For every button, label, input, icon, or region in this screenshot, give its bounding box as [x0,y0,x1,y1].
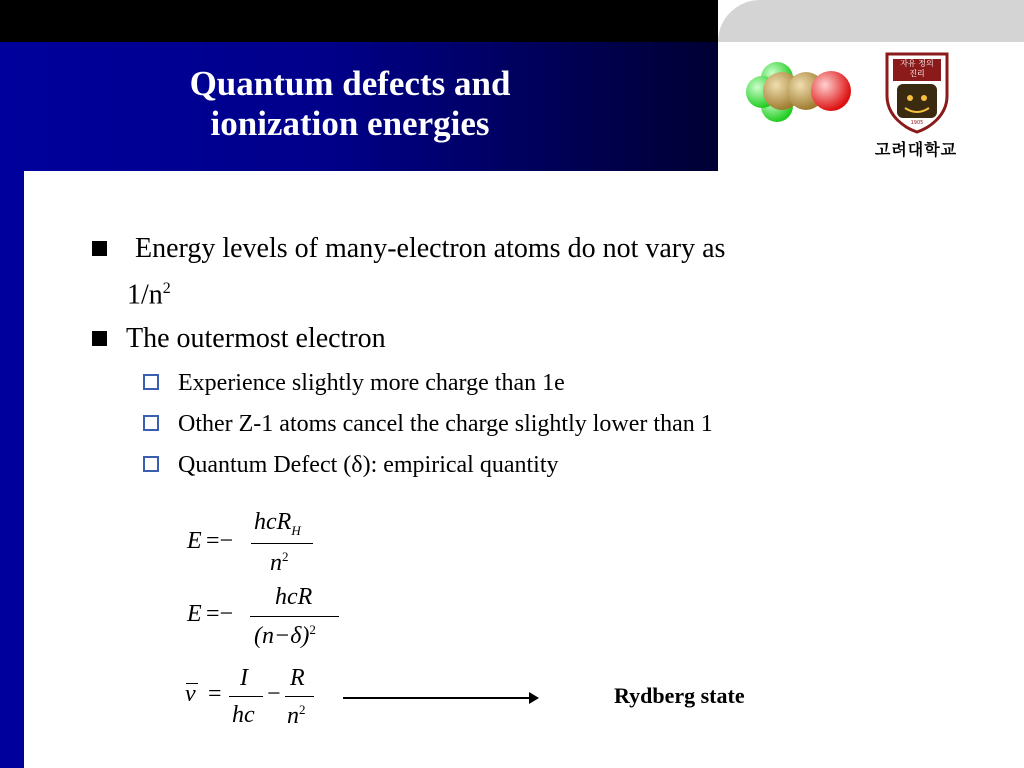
eq3-minus: − [267,681,281,707]
sub-bullet-3: Quantum Defect (δ): empirical quantity [178,452,559,478]
eq3-den2-wrap [287,702,306,730]
eq3-lhs: ν [185,681,196,707]
bullet-1-sup: 2 [162,280,171,297]
sub-bullet-2: Other Z-1 atoms cancel the charge slightly lower than 1 [178,411,713,437]
eq2-den: (n−δ) [254,623,310,649]
eq2-denominator [254,622,316,650]
eq1-op: =− [206,528,234,554]
bullet-1-cont: 1/n [127,279,163,311]
eq1-denominator [270,549,289,577]
eq1-fraction-bar [251,543,313,544]
bullet-2 [126,320,386,358]
eq3-den2: n [287,703,299,729]
bullet-1-continuation [127,270,171,314]
emblem-text-bottom: 진리 [909,69,925,78]
eq3-fraction-bar-2 [285,696,314,697]
eq3-den2-sup: 2 [299,702,306,717]
eq2-op: =− [206,601,234,627]
eq3-op: = [208,681,222,707]
eq2-lhs: E [187,601,202,627]
bullet-square-icon [92,241,107,256]
eq3-fraction-bar-1 [229,696,263,697]
eq3-num1: I [240,665,248,691]
hollow-square-icon [143,456,159,472]
bullet-1 [135,230,725,268]
arrow-line [343,697,531,699]
eq3-num2: R [290,665,305,691]
emblem-text-top: 자유 정의 [900,59,934,68]
eq3-den1: hc [232,702,255,728]
eq1-num: hcR [254,509,292,535]
bullet-2-text: The outermost electron [126,323,386,354]
rydberg-label: Rydberg state [614,683,745,708]
emblem-year: 1905 [910,120,924,126]
bullet-square-icon [92,331,107,346]
slide-title-line2: ionization energies [210,104,490,143]
eq2-den-sup: 2 [309,622,316,637]
eq1-lhs: E [187,528,202,554]
slide-title [120,64,580,144]
eq2-fraction-bar [250,616,339,617]
slide-title-line1: Quantum defects and [189,64,511,103]
arrow-right-icon [529,692,539,704]
sub-bullet-1: Experience slightly more charge than 1e [178,370,565,396]
eq1-den-sup: 2 [282,549,289,564]
eq1-numerator [254,509,301,539]
logo-tab [718,0,1024,42]
eq1-den: n [270,550,282,576]
hollow-square-icon [143,374,159,390]
eq2-num: hcR [275,584,313,610]
molecule-icon [740,58,855,126]
eq1-num-sub: H [291,522,301,538]
university-name: 고려대학교 [874,140,958,159]
bullet-1-text: Energy levels of many-electron atoms do not vary as [135,233,726,264]
hollow-square-icon [143,415,159,431]
